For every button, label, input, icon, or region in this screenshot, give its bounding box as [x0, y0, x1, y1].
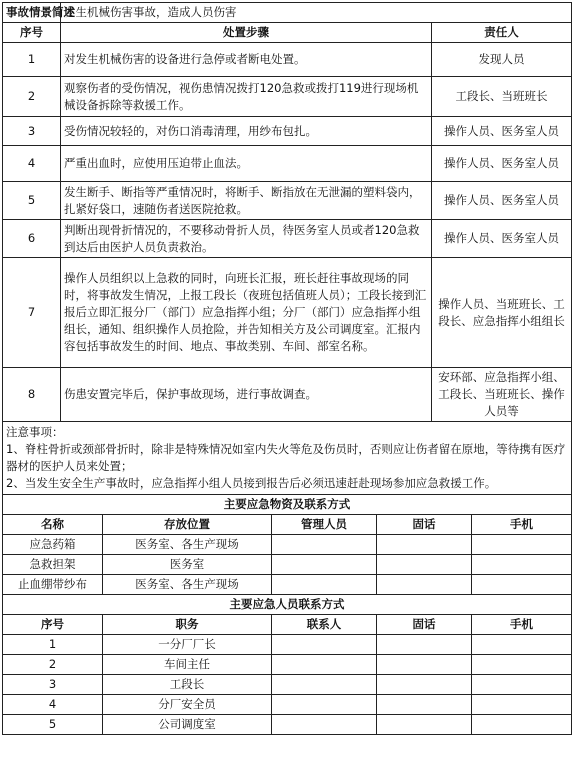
materials-table: [2, 494, 572, 595]
materials-title: 主要应急物资及联系方式: [3, 495, 572, 515]
material-location: 医务室: [103, 555, 272, 575]
material-manager: [272, 535, 377, 555]
header-person: 联系人: [272, 615, 377, 635]
material-name: 急救担架: [3, 555, 103, 575]
contact-person: [272, 715, 377, 735]
contact-row: [3, 695, 572, 715]
material-location: 医务室、各生产现场: [103, 575, 272, 595]
step-row: [3, 77, 572, 117]
header-name: 名称: [3, 515, 103, 535]
step-row: [3, 220, 572, 258]
step-responsible: 操作人员、医务室人员: [432, 182, 572, 220]
contact-person: [272, 675, 377, 695]
material-mobile: [472, 575, 572, 595]
contact-row: [3, 675, 572, 695]
material-phone: [377, 575, 472, 595]
note-item: 2、当发生安全生产事故时，应急指挥小组人员接到报告后必须迅速赶赴现场参加应急救援工作。: [6, 476, 497, 490]
contact-role: 公司调度室: [103, 715, 272, 735]
material-location: 医务室、各生产现场: [103, 535, 272, 555]
step-row: [3, 43, 572, 77]
step-row: [3, 368, 572, 422]
contact-role: 一分厂厂长: [103, 635, 272, 655]
step-text: 对发生机械伤害的设备进行急停或者断电处置。: [61, 43, 432, 77]
header-no: 序号: [3, 615, 103, 635]
contact-no: 1: [3, 635, 103, 655]
materials-header-row: [3, 515, 572, 535]
step-text: 伤患安置完毕后，保护事故现场，进行事故调查。: [61, 368, 432, 422]
step-number: 3: [3, 117, 61, 146]
step-text: 判断出现骨折情况的，不要移动骨折人员，待医务室人员或者120急救到达后由医护人员负责救治。: [61, 220, 432, 258]
step-text: 受伤情况较轻的，对伤口消毒清理，用纱布包扎。: [61, 117, 432, 146]
step-row: [3, 117, 572, 146]
contact-phone: [377, 675, 472, 695]
contact-no: 5: [3, 715, 103, 735]
step-number: 5: [3, 182, 61, 220]
contact-person: [272, 695, 377, 715]
contact-no: 3: [3, 675, 103, 695]
step-text: 观察伤者的受伤情况，视伤患情况拨打120急救或拨打119进行现场机械设备拆除等救援工作。: [61, 77, 432, 117]
contact-no: 4: [3, 695, 103, 715]
step-number: 6: [3, 220, 61, 258]
step-responsible: 操作人员、当班班长、工段长、应急指挥小组组长: [432, 258, 572, 368]
contact-mobile: [472, 655, 572, 675]
header-mobile: 手机: [472, 615, 572, 635]
emergency-procedure-document: [2, 2, 573, 735]
contact-role: 分厂安全员: [103, 695, 272, 715]
contact-no: 2: [3, 655, 103, 675]
header-location: 存放位置: [103, 515, 272, 535]
contact-row: [3, 635, 572, 655]
material-phone: [377, 555, 472, 575]
material-row: [3, 555, 572, 575]
contact-phone: [377, 635, 472, 655]
material-row: [3, 535, 572, 555]
material-phone: [377, 535, 472, 555]
material-manager: [272, 555, 377, 575]
header-step: 处置步骤: [61, 23, 432, 43]
contact-mobile: [472, 695, 572, 715]
notes-cell: [3, 422, 572, 495]
header-role: 职务: [103, 615, 272, 635]
contact-person: [272, 635, 377, 655]
contact-role: 车间主任: [103, 655, 272, 675]
header-responsible: 责任人: [432, 23, 572, 43]
material-name: 止血绷带纱布: [3, 575, 103, 595]
contact-phone: [377, 715, 472, 735]
step-text: 严重出血时，应使用压迫带止血法。: [61, 146, 432, 182]
header-phone: 固话: [377, 615, 472, 635]
material-mobile: [472, 535, 572, 555]
header-mobile: 手机: [472, 515, 572, 535]
step-number: 2: [3, 77, 61, 117]
intro-text: 发生机械伤害事故，造成人员伤害: [61, 3, 572, 23]
step-number: 4: [3, 146, 61, 182]
material-name: 应急药箱: [3, 535, 103, 555]
notes-row: [3, 422, 572, 495]
note-item: 1、脊柱骨折或颈部骨折时，除非是特殊情况如室内失火等危及伤员时，否则应让伤者留在原地，等待携有医疗器材的医护人员来处置；: [6, 442, 566, 473]
step-row: [3, 258, 572, 368]
step-responsible: 操作人员、医务室人员: [432, 146, 572, 182]
step-responsible: 操作人员、医务室人员: [432, 117, 572, 146]
step-number: 1: [3, 43, 61, 77]
step-responsible: 发现人员: [432, 43, 572, 77]
notes-title: 注意事项：: [6, 425, 64, 439]
contact-phone: [377, 655, 472, 675]
materials-title-row: [3, 495, 572, 515]
step-responsible: 工段长、当班班长: [432, 77, 572, 117]
contacts-table: [2, 594, 572, 735]
contacts-header-row: [3, 615, 572, 635]
header-no: 序号: [3, 23, 61, 43]
intro-row: [3, 3, 572, 23]
intro-label: 事故情景简述: [3, 3, 61, 23]
material-mobile: [472, 555, 572, 575]
step-row: [3, 182, 572, 220]
contact-mobile: [472, 635, 572, 655]
material-row: [3, 575, 572, 595]
step-number: 8: [3, 368, 61, 422]
step-responsible: 操作人员、医务室人员: [432, 220, 572, 258]
step-number: 7: [3, 258, 61, 368]
step-row: [3, 146, 572, 182]
contact-role: 工段长: [103, 675, 272, 695]
contact-phone: [377, 695, 472, 715]
header-manager: 管理人员: [272, 515, 377, 535]
contacts-title: 主要应急人员联系方式: [3, 595, 572, 615]
material-manager: [272, 575, 377, 595]
steps-header-row: [3, 23, 572, 43]
step-text: 操作人员组织以上急救的同时，向班长汇报，班长赶往事故现场的同时，将事故发生情况，上报工段长（夜班包括值班人员）；工段长接到汇报后立即汇报分厂（部门）应急指挥小组；分厂（部门）应急指挥小组组长，通知、组织操作人员抢险，并告知相关方及公司调度室。汇报内容包括事故发生的时间、地点、事故类别、车间、部室名称。: [61, 258, 432, 368]
contact-mobile: [472, 715, 572, 735]
contacts-title-row: [3, 595, 572, 615]
contact-row: [3, 715, 572, 735]
step-responsible: 安环部、应急指挥小组、工段长、当班班长、操作人员等: [432, 368, 572, 422]
procedure-table: [2, 2, 572, 495]
header-phone: 固话: [377, 515, 472, 535]
contact-person: [272, 655, 377, 675]
contact-row: [3, 655, 572, 675]
step-text: 发生断手、断指等严重情况时，将断手、断指放在无泄漏的塑料袋内，扎紧好袋口，速随伤者送医院抢救。: [61, 182, 432, 220]
contact-mobile: [472, 675, 572, 695]
